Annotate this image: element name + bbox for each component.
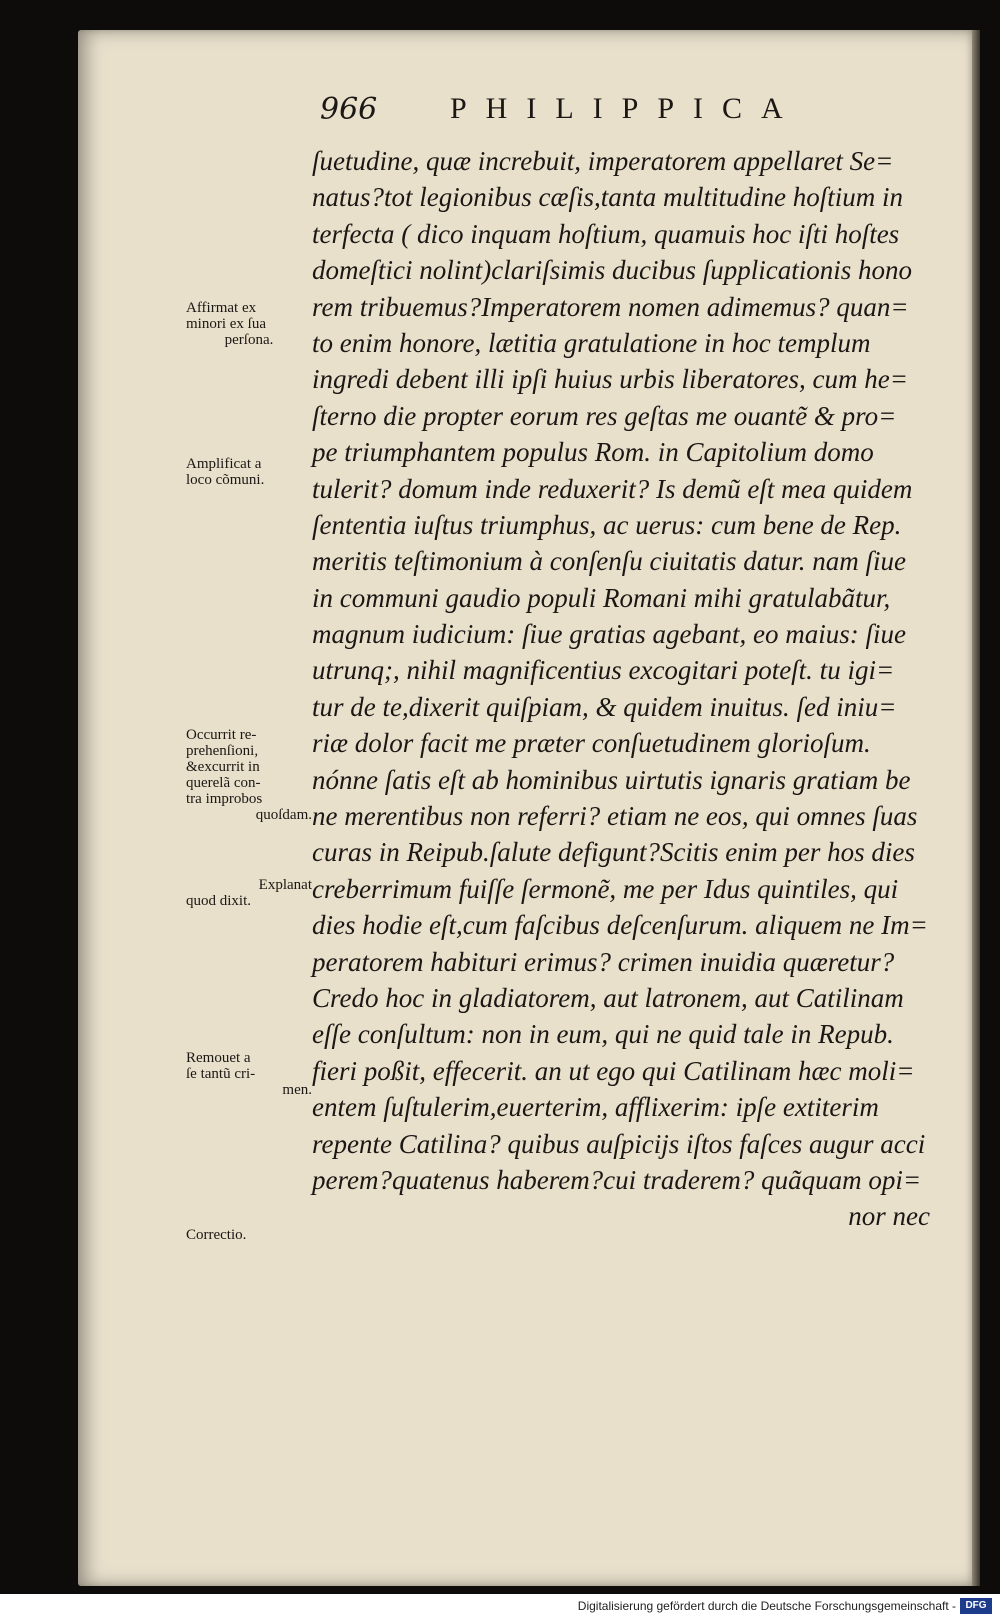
- text-line: domeſtici nolint)clariſsimis ducibus ſupplicationis hono: [312, 255, 912, 286]
- dfg-logo-icon: DFG: [960, 1598, 992, 1614]
- catchword: nor nec: [848, 1201, 930, 1232]
- text-line: entem ſuſtulerim,euerterim, afflixerim: ipſe extiterim: [312, 1092, 879, 1123]
- text-line: ne merentibus non referri? etiam ne eos, qui omnes ſuas: [312, 801, 918, 832]
- text-line: fieri poßit, effecerit. an ut ego qui Catilinam hæc moli=: [312, 1055, 915, 1086]
- text-line: natus?tot legionibus cæſis,tanta multitudine hoſtium in: [312, 182, 904, 213]
- text-line: ingredi debent illi ipſi huius urbis liberatores, cum he=: [312, 364, 908, 395]
- footer-credit: Digitalisierung gefördert durch die Deutsche Forschungsgemeinschaft -: [577, 1599, 956, 1613]
- marginal-note-occurrit: [186, 727, 312, 823]
- text-line: pe triumphantem populus Rom. in Capitolium domo: [312, 437, 874, 468]
- marginal-note-remouet: [186, 1050, 312, 1098]
- note-line: &excurrit in: [186, 759, 260, 775]
- note-line: men.: [282, 1082, 312, 1098]
- text-line: ſententia iuſtus triumphus, ac uerus: cum bene de Rep.: [312, 509, 902, 540]
- text-line: curas in Reipub.ſalute defigunt?Scitis enim per hos dies: [312, 837, 915, 868]
- text-line: riæ dolor facit me præter conſuetudinem glorioſum.: [312, 728, 871, 759]
- digitization-footer: [0, 1594, 1000, 1623]
- text-line: perem?quatenus haberem?cui traderem? quãquam opi=: [312, 1164, 922, 1195]
- marginal-note-amplificat: [186, 456, 312, 488]
- text-line: tulerit? domum inde reduxerit? Is demũ eſt mea quidem: [312, 473, 913, 504]
- text-line: eſſe conſultum: non in eum, qui ne quid tale in Repub.: [312, 1019, 894, 1050]
- note-line: minori ex ſua: [186, 316, 266, 332]
- note-line: querelã con-: [186, 775, 261, 791]
- note-line: loco cõmuni.: [186, 472, 265, 488]
- note-line: Occurrit re-: [186, 727, 257, 743]
- text-line: ſuetudine, quæ increbuit, imperatorem appellaret Se=: [312, 146, 894, 176]
- text-line: utrunq;, nihil magnificentius excogitari poteſt. tu igi=: [312, 655, 895, 686]
- page-title: PHILIPPICA: [450, 92, 802, 125]
- note-line: quoſdam.: [255, 807, 312, 823]
- main-text-block: [312, 143, 940, 1235]
- note-line: ſe tantũ cri-: [186, 1066, 256, 1082]
- text-line: to enim honore, lætitia gratulatione in hoc templum: [312, 327, 871, 358]
- note-line: Explanat: [258, 877, 312, 893]
- page-number: 966: [320, 92, 378, 127]
- note-line: prehenſioni,: [186, 743, 259, 759]
- text-line: peratorem habituri erimus? crimen inuidia quæretur?: [312, 946, 895, 977]
- note-line: perſona.: [224, 332, 274, 348]
- note-line: quod dixit.: [186, 893, 252, 909]
- text-line: in communi gaudio populi Romani mihi gratulabãtur,: [312, 582, 891, 613]
- text-line: magnum iudicium: ſiue gratias agebant, eo maius: ſiue: [312, 619, 906, 650]
- text-line: terfecta ( dico inquam hoſtium, quamuis hoc iſti hoſtes: [312, 218, 900, 249]
- text-line: ſterno die propter eorum res geſtas me ouantẽ & pro=: [312, 400, 897, 431]
- note-line: tra improbos: [186, 791, 263, 807]
- text-line: tur de te,dixerit quiſpiam, & quidem inuitus. ſed iniu=: [312, 691, 897, 722]
- text-line: repente Catilina? quibus auſpicijs iſtos faſces augur acci: [312, 1128, 926, 1159]
- running-head: [320, 92, 840, 132]
- text-line: dies hodie eſt,cum faſcibus deſcenſurum. aliquem ne Im=: [312, 910, 928, 941]
- text-line: rem tribuemus?Imperatorem nomen adimemus? quan=: [312, 291, 909, 322]
- note-line: Remouet a: [186, 1050, 251, 1066]
- marginal-note-correctio: [186, 1227, 312, 1243]
- text-line: meritis teſtimonium à conſenſu ciuitatis datur. nam ſiue: [312, 546, 906, 577]
- marginal-note-explanat: [186, 877, 312, 909]
- note-line: Affirmat ex: [186, 300, 257, 316]
- text-line: nónne ſatis eſt ab hominibus uirtutis ignaris gratiam be: [312, 764, 911, 795]
- marginal-note-affirmat: [186, 300, 312, 348]
- text-line: Credo hoc in gladiatorem, aut latronem, aut Catilinam: [312, 982, 904, 1013]
- note-line: Correctio.: [186, 1227, 247, 1243]
- note-line: Amplificat a: [186, 456, 262, 472]
- text-line: creberrimum fuiſſe ſermonẽ, me per Idus quintiles, qui: [312, 873, 899, 904]
